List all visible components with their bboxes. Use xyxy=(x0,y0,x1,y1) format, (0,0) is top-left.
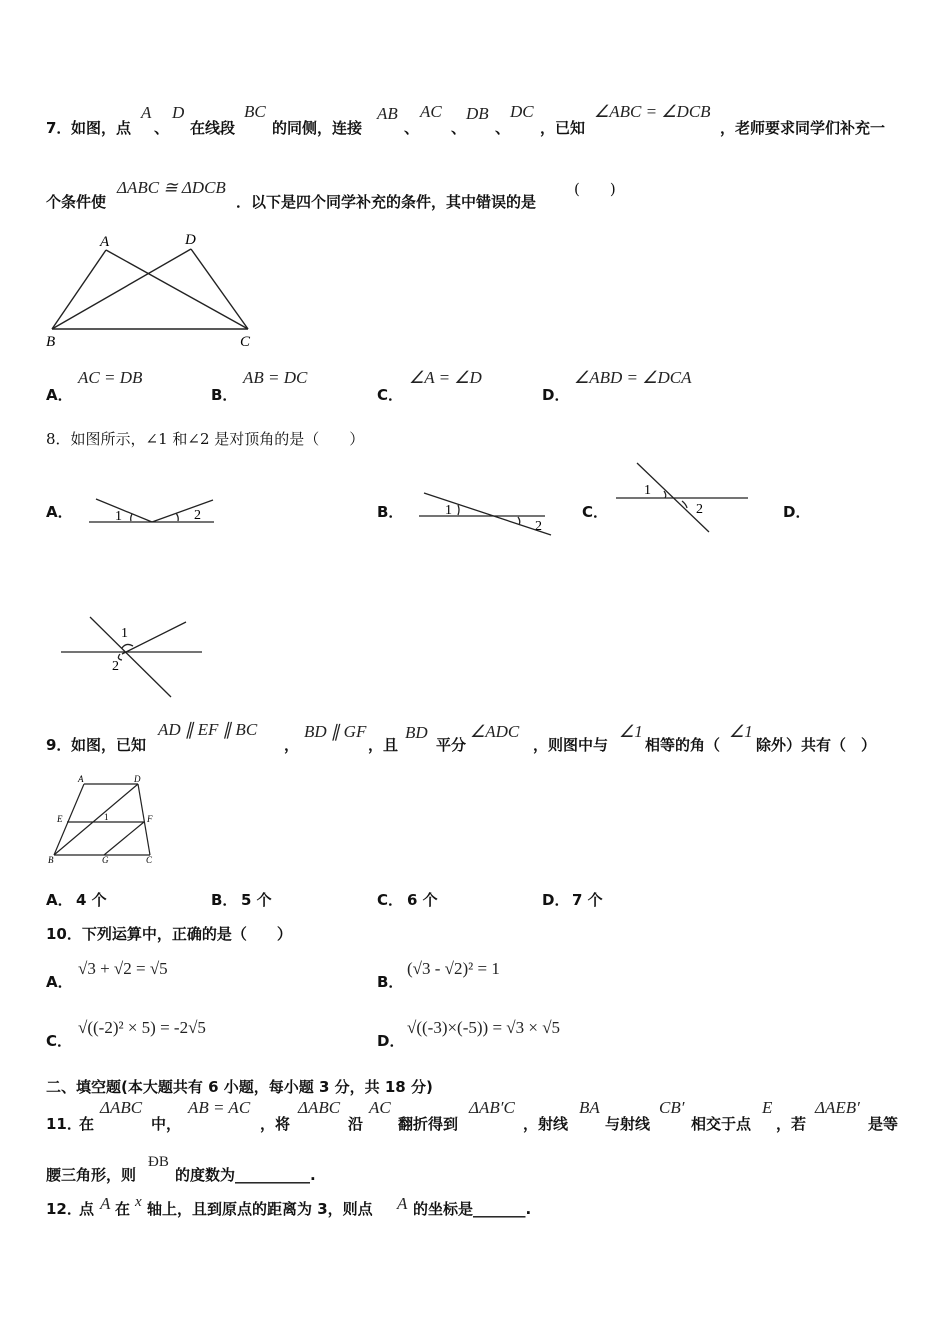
q11-text: ，若 xyxy=(776,1115,807,1133)
q9-text: ，则图中与 xyxy=(533,736,609,754)
q11-equation: AB = AC xyxy=(188,1098,251,1117)
q11-text: 腰三角形，则 xyxy=(46,1166,137,1184)
q11-text: 沿 xyxy=(348,1115,364,1133)
q8-question-text: 8．如图所示，∠1 和∠2 是对顶角的是（ ） xyxy=(46,430,365,448)
q11-e: E xyxy=(762,1098,773,1117)
q9-angle-1b: ∠1 xyxy=(729,722,753,741)
q7-number: 7． xyxy=(46,119,72,137)
q11-ba: BA xyxy=(579,1098,600,1117)
q8-c-angle2: 2 xyxy=(696,502,703,517)
q7-congruence: ΔABC ≅ ΔDCB xyxy=(117,178,226,197)
q8-option-a-figure xyxy=(84,490,219,530)
q7-sep: 、 xyxy=(154,119,170,137)
q7-sep: 、 xyxy=(495,119,511,137)
q7-text: ．以下是四个同学补充的条件，其中错误的是 xyxy=(236,193,537,211)
q11-text: ，射线 xyxy=(523,1115,569,1133)
q9-fig-f: F xyxy=(147,814,153,824)
q8-d-angle2: 2 xyxy=(112,659,119,674)
q9-option-c-value: 6 个 xyxy=(407,891,438,909)
q9-text: ，且 xyxy=(368,736,399,754)
q7-option-c-value: ∠A = ∠D xyxy=(409,368,482,387)
q11-triangle-aeb: ΔAEB′ xyxy=(815,1098,860,1117)
q9-fig-e: E xyxy=(57,814,63,824)
q12-text: 在 xyxy=(115,1200,131,1218)
q7-text: 个条件使 xyxy=(46,193,107,211)
q9-angle-1: ∠1 xyxy=(619,722,643,741)
q9-option-c-label[interactable]: C． xyxy=(377,891,404,909)
q7-option-b-label[interactable]: B． xyxy=(211,386,238,404)
q9-comma: ， xyxy=(284,736,300,754)
q7-fig-label-d: D xyxy=(185,232,196,248)
q7-text: 在线段 xyxy=(190,119,236,137)
q9-fig-angle1: 1 xyxy=(104,812,109,822)
q7-text: 如图，点 xyxy=(71,119,132,137)
q7-fig-line-ac xyxy=(106,250,248,329)
q11-triangle: ΔABC xyxy=(298,1098,341,1117)
q11-ac: AC xyxy=(369,1098,391,1117)
q9-text: 平分 xyxy=(436,736,467,754)
q10-option-d-value: √((-3)×(-5)) = √3 × √5 xyxy=(407,1018,561,1037)
q9-number: 9． xyxy=(46,736,72,754)
q7-segment-bc: BC xyxy=(244,102,266,121)
q8-option-c-figure xyxy=(612,460,752,536)
q11-cb: CB′ xyxy=(659,1098,685,1117)
q9-option-a-value: 4 个 xyxy=(76,891,107,909)
q9-text: 如图，已知 xyxy=(71,736,147,754)
q9-option-d-label[interactable]: D． xyxy=(542,891,570,909)
q8-d-angle1: 1 xyxy=(121,626,128,641)
q7-seg-ac: AC xyxy=(420,102,442,121)
q11-text: 中， xyxy=(151,1115,182,1133)
q12-x-axis: x xyxy=(135,1194,142,1210)
section-heading: 二、填空题(本大题共有 6 小题，每小题 3 分，共 18 分) xyxy=(46,1078,433,1096)
q9-parallel-1: AD ∥ EF ∥ BC xyxy=(158,720,258,739)
q9-fig-b: B xyxy=(48,855,54,864)
q9-figure xyxy=(44,772,164,864)
q10-option-d-label[interactable]: D． xyxy=(377,1032,405,1050)
q9-parallel-2: BD ∥ GF xyxy=(304,722,367,741)
q7-fig-label-c: C xyxy=(240,334,251,350)
q8-a-angle1: 1 xyxy=(115,509,122,524)
q11-blank[interactable]: 的度数为__________. xyxy=(175,1166,316,1184)
q7-option-a-value: AC = DB xyxy=(78,368,143,387)
q7-answer-paren: ( ) xyxy=(574,180,616,198)
q7-fig-label-a: A xyxy=(100,234,110,250)
q7-seg-db: DB xyxy=(466,104,489,123)
q11-number: 11． xyxy=(46,1115,82,1133)
q9-bd: BD xyxy=(405,723,428,742)
q12-number: 12． xyxy=(46,1200,82,1218)
q10-option-a-value: √3 + √2 = √5 xyxy=(78,959,168,978)
q11-text: 在 xyxy=(79,1115,95,1133)
q7-point-d: D xyxy=(172,103,185,122)
q11-triangle: ΔABC xyxy=(100,1098,143,1117)
q7-fig-label-b: B xyxy=(46,334,56,350)
q12-blank[interactable]: 的坐标是_______. xyxy=(413,1200,532,1218)
q7-option-d-label[interactable]: D． xyxy=(542,386,570,404)
q11-text: 是等 xyxy=(868,1115,899,1133)
q10-question-text: 10．下列运算中，正确的是（ ） xyxy=(46,925,292,943)
q7-sep: 、 xyxy=(451,119,467,137)
q11-text: 相交于点 xyxy=(691,1115,752,1133)
q9-option-b-label[interactable]: B． xyxy=(211,891,238,909)
q7-text: 的同侧，连接 xyxy=(272,119,363,137)
q10-option-c-label[interactable]: C． xyxy=(46,1032,73,1050)
q8-option-c-label[interactable]: C． xyxy=(582,503,609,521)
q12-text: 点 xyxy=(79,1200,95,1218)
q12-point-a: A xyxy=(100,1194,111,1213)
q9-option-d-value: 7 个 xyxy=(572,891,603,909)
q8-option-d-figure xyxy=(56,612,208,702)
q8-b-angle2: 2 xyxy=(535,519,542,534)
q12-text: 轴上，且到原点的距离为 3，则点 xyxy=(147,1200,373,1218)
q11-text: 翻折得到 xyxy=(398,1115,459,1133)
q7-option-a-label[interactable]: A． xyxy=(46,386,73,404)
q7-option-c-label[interactable]: C． xyxy=(377,386,404,404)
q7-sep: 、 xyxy=(404,119,420,137)
q9-angle-adc: ∠ADC xyxy=(470,722,520,741)
q10-option-c-value: √((-2)² × 5) = -2√5 xyxy=(78,1018,206,1037)
q7-text: ，老师要求同学们补充一 xyxy=(720,119,886,137)
q7-point-a: A xyxy=(141,103,152,122)
q9-fig-c: C xyxy=(146,855,153,864)
q8-c-angle1: 1 xyxy=(644,483,651,498)
q8-a-angle2: 2 xyxy=(194,508,201,523)
q9-option-b-value: 5 个 xyxy=(241,891,272,909)
q11-text: ，将 xyxy=(260,1115,291,1133)
q10-option-b-value: (√3 - √2)² = 1 xyxy=(407,959,500,978)
q8-option-b-label[interactable]: B． xyxy=(377,503,404,521)
q8-option-b-figure xyxy=(414,487,559,539)
q9-fig-g: G xyxy=(102,855,109,864)
q10-option-b-label[interactable]: B． xyxy=(377,973,404,991)
q10-option-a-label[interactable]: A． xyxy=(46,973,73,991)
q7-text: ，已知 xyxy=(540,119,586,137)
q9-fig-a: A xyxy=(78,774,84,784)
q11-triangle-folded: ΔAB′C xyxy=(469,1098,515,1117)
q11-text: 与射线 xyxy=(605,1115,651,1133)
q8-option-d-label[interactable]: D． xyxy=(783,503,811,521)
q12-point-a2: A xyxy=(397,1194,408,1213)
q11-angle-b: ÐB xyxy=(148,1154,169,1170)
q7-seg-dc: DC xyxy=(510,102,534,121)
q7-fig-line-dc xyxy=(191,249,248,329)
q7-figure xyxy=(40,230,270,354)
q7-option-b-value: AB = DC xyxy=(243,368,308,387)
q9-fig-d: D xyxy=(134,774,141,784)
q8-b-angle1: 1 xyxy=(445,503,452,518)
q7-given-equation: ∠ABC = ∠DCB xyxy=(594,102,711,121)
q7-seg-ab: AB xyxy=(377,104,398,123)
q7-option-d-value: ∠ABD = ∠DCA xyxy=(574,368,692,387)
q9-text: 除外）共有（ ） xyxy=(756,736,877,754)
q8-option-a-label[interactable]: A． xyxy=(46,503,73,521)
q7-fig-line-db xyxy=(52,249,191,329)
q9-text: 相等的角（ xyxy=(645,736,721,754)
q7-fig-line-ab xyxy=(52,250,106,329)
q9-option-a-label[interactable]: A． xyxy=(46,891,73,909)
